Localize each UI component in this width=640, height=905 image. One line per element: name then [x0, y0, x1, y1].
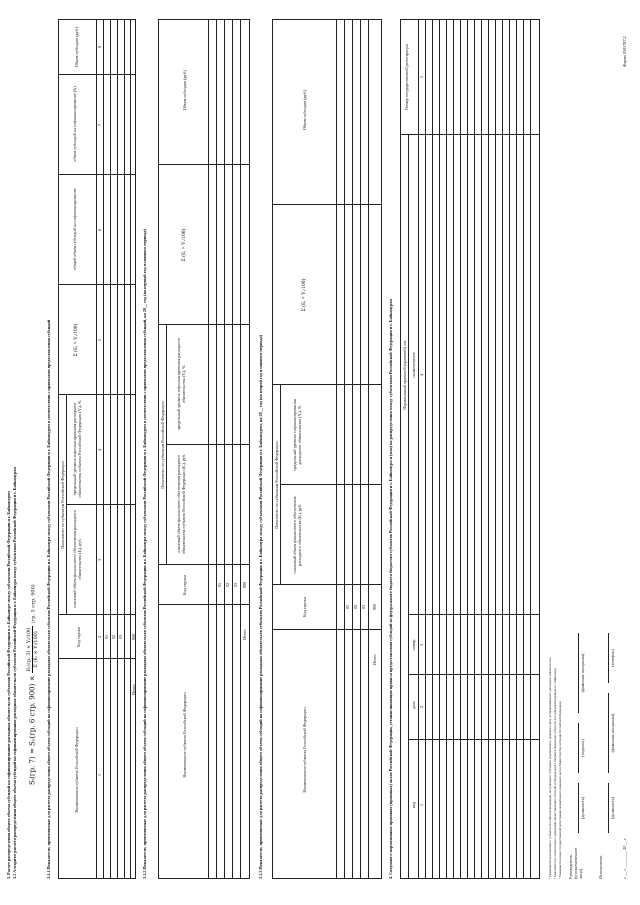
table312-code-01: 01 — [217, 582, 222, 588]
table311-group: Показатели по субъектам Российской Федерации — [60, 461, 65, 549]
footnote-3: ³ Указывается номер государственной регистрации нормативного правового акта в Министерстве юстиции Российской Федерации. — [558, 700, 562, 879]
section4-num1: 1 — [419, 803, 424, 807]
table311-col6: общий объем субсидий на софинансирование — [72, 188, 77, 270]
table313-code-01: 01 — [345, 604, 350, 610]
allocation-formula — [26, 584, 39, 785]
table311-num4: 4 — [97, 448, 102, 452]
table312-col-name: Наименование субъекта Российской Федерации — [182, 692, 187, 778]
table312-sum-label: Итого — [242, 629, 247, 640]
table312-title: 3.1.2 Показатели, применяемые для расчета распределения общего объема субсидий на софинансирование расходных обязательств субъектов Российской Федерации и г. Байконура между субъектами Российской Федерации и г. Байконуром в соответствии с правилами предоставления субсидий, на 20__ год (на первый год планового периода) — [142, 229, 147, 879]
table313 — [272, 19, 382, 879]
section4-col-name: наименование — [411, 352, 416, 378]
table312 — [158, 19, 250, 879]
table311-num5: 5 — [97, 338, 102, 342]
table311-code-01: 01 — [104, 634, 109, 640]
table311-num8: 8 — [97, 45, 102, 49]
executor-phone: (телефон) — [610, 649, 615, 667]
executor-position: (должность) — [610, 797, 615, 819]
table312-group: Показатели по субъектам Российской Федерации — [160, 401, 165, 489]
head-position: (должность) — [580, 797, 585, 819]
table313-col-name: Наименование субъекта Российской Федерации — [302, 707, 307, 793]
table311-total-code: 900 — [131, 633, 136, 641]
section4-col-type: вид — [411, 801, 416, 809]
head-signature: (подпись) — [580, 739, 585, 757]
table311-num7: 7 — [97, 123, 102, 127]
table311-col3: плановый объем финансового обеспечения расходного обязательства (Eᵢ), руб. — [72, 510, 82, 608]
table311-num3: 3 — [97, 558, 102, 562]
section4-title: 4. Сведения о нормативных правовых (правовых) актах Российской Федерации, устанавливающих правила предоставления субсидий из федерального бюджета бюджетам субъектов Российской Федерации и г. Байконура и (или) их распределения между субъектами Российской Федерации и г. Байконуром — [388, 298, 393, 879]
table313-sum-label: Итого — [372, 654, 377, 665]
table312-col-code: Код строки — [182, 575, 187, 595]
executor-label: Исполнитель — [598, 855, 603, 879]
section4-table — [400, 19, 540, 879]
head-label: Руководитель (уполномоченное лицо) — [568, 847, 583, 879]
table312-total-code: 900 — [242, 581, 247, 589]
section4-num4: 4 — [419, 373, 424, 377]
table312-col3: плановый объем финансового обеспечения расходного обязательства субъекта Российской Федерации (Eᵢ), руб. — [176, 453, 186, 555]
table313-code-02: 02 — [353, 604, 358, 610]
formula-numerator: Eᵢ(гр. 3) × Yᵢ/100 — [26, 627, 32, 672]
footnote-2: ² Заполняется в соответствии с правилами предоставления субсидий из федерального бюджета бюджетам субъектов Российской Федерации и г. Байконура. — [553, 667, 557, 879]
table311-col-code: Код строки — [76, 627, 81, 647]
section4-num3: 3 — [419, 643, 424, 647]
table311-sum-label: Итого — [131, 684, 136, 695]
table312-col-total: Объем субсидии (руб.) — [182, 69, 187, 111]
formula-denominator: Σ (Eᵢ × Yᵢ/100) — [33, 631, 39, 668]
table311-num2: 2 — [97, 635, 102, 639]
head-name: (фамилия, инициалы) — [580, 653, 585, 693]
table311-code-02: 02 — [111, 634, 116, 640]
formula-denominator-note: (гр. 5 стр. 900) — [30, 584, 37, 624]
formula-fraction — [26, 626, 39, 674]
table313-code-03: 03 — [361, 604, 366, 610]
section4-col-date: дата — [411, 701, 416, 709]
table311-col-name: Наименование субъекта Российской Федерации — [74, 727, 79, 813]
table313-total-code: 900 — [372, 603, 377, 611]
table313-col5: Σ (Eᵢ × Yᵢ/100) — [301, 278, 307, 312]
formula-lhs: Sᵢ(гр. 7) = Sₒ(гр. 6 стр. 900) × — [28, 675, 37, 785]
footnote-1: ¹ Указывается при наличии у субъекта Российской Федерации, получающего субсидию, нормативного правового акта, устанавливающего расходное обязательство. — [548, 656, 552, 879]
section4-num2: 2 — [419, 705, 424, 709]
table312-col5: Σ (Eᵢ × Yᵢ/100) — [181, 228, 187, 262]
table311-col-total: Объем субсидии (руб.) — [74, 26, 79, 68]
table313-col-total: Объем субсидии (руб.) — [302, 89, 307, 131]
table313-col4: предельный уровень софинансирования расходного обязательства (Yᵢ), % — [292, 399, 302, 471]
table311-col7: объем субсидий на софинансирование (Sᵢ) — [72, 86, 77, 162]
form-code: Форма 0505787.2 — [622, 36, 627, 67]
table313-col3: плановый объем финансового обеспечения расходного обязательства (Eᵢ), руб. — [292, 496, 302, 574]
section4-num5: 5 — [419, 75, 424, 79]
signature-date: « __ » ________ 20__ г. — [622, 837, 627, 879]
table313-title: 3.1.3 Показатели, применяемые для расчета распределения общего объема субсидий на софинансирование расходных обязательств субъектов Российской Федерации и г. Байконура между субъектами Российской Федерации и г. Байконуром, на 20__ год (на второй год планового периода) — [258, 335, 263, 879]
section4-col-num: номер — [411, 639, 416, 651]
table311-col5: Σ (Eᵢ × Yᵢ/100) — [73, 323, 79, 357]
section3-subtitle: 3.1 Алгоритм расчета распределения общего объема субсидий на софинансирование расходных обязательств субъектов Российской Федерации и г. Байконура между субъектами Российской Федерации и г. Байконуром — [12, 466, 17, 879]
table313-group: Показатели по субъектам Российской Федерации — [274, 441, 279, 529]
table311-title: 3.1.1 Показатели, применяемые для расчета распределения общего объема субсидий на софинансирование расходных обязательств субъектов Российской Федерации и г. Байконура между субъектами Российской Федерации и г. Байконуром в соответствии с правилами предоставления субсидий — [46, 319, 51, 879]
executor-name: (фамилия, инициалы) — [610, 713, 615, 753]
section4-col-reg: Номер государственной регистрации — [404, 44, 409, 110]
table312-code-03: 03 — [233, 582, 238, 588]
table311-code-03: 03 — [118, 634, 123, 640]
section4-group: Нормативный правовой (правовой) акт — [402, 340, 407, 410]
table311-num6: 6 — [97, 228, 102, 232]
table312-code-02: 02 — [225, 582, 230, 588]
table313-col-code: Код строки — [302, 597, 307, 617]
table311-num1: 1 — [97, 773, 102, 777]
section3-title: 3. Расчет распределения общего объема субсидий на софинансирование расходных обязательств субъектов Российской Федерации в г. Байконуре между субъектами Российской Федерации и г. Байконуром — [6, 491, 11, 879]
table312-col4: предельный уровень софинансирования расходного обязательства (Yᵢ), % — [176, 337, 186, 431]
table311-col4: предельный уровень софинансирования расходного обязательства субъекта Российской Федерации (Yᵢ), % — [72, 400, 82, 498]
